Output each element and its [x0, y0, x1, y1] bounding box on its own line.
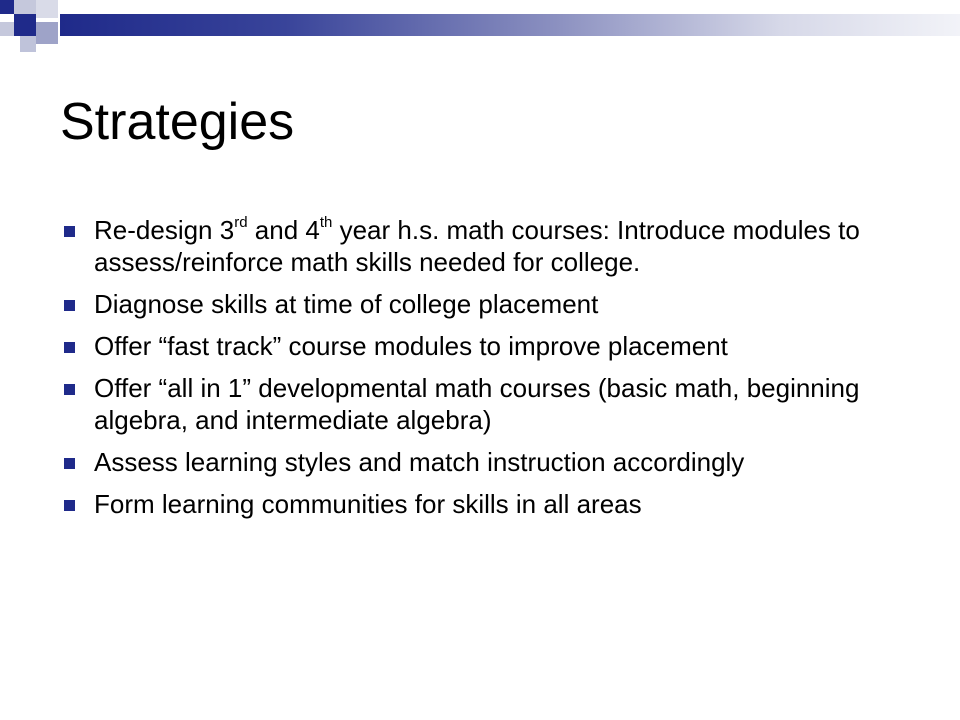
bullet-text: Re-design 3: [94, 215, 235, 245]
square-bullet-icon: [64, 500, 75, 511]
bullet-text: Offer “fast track” course modules to improve placement: [94, 331, 728, 361]
slide-title: Strategies: [60, 93, 295, 151]
square-bullet-icon: [64, 226, 75, 237]
decorative-square: [20, 36, 36, 52]
bullet-item: [60, 372, 900, 436]
bullet-item: [60, 446, 900, 478]
decorative-square: [36, 22, 58, 44]
square-bullet-icon: [64, 300, 75, 311]
square-bullet-icon: [64, 458, 75, 469]
bullet-text: Form learning communities for skills in all areas: [94, 489, 642, 519]
square-bullet-icon: [64, 384, 75, 395]
square-bullet-icon: [64, 342, 75, 353]
decorative-square: [14, 0, 36, 14]
bullet-text: and 4: [247, 215, 320, 245]
header-gradient-bar: [60, 14, 960, 36]
decorative-square: [0, 0, 14, 14]
bullet-item: [60, 214, 900, 278]
bullet-text: Assess learning styles and match instruction accordingly: [94, 447, 745, 477]
ordinal-suffix: rd: [234, 214, 248, 232]
bullet-text: year h.s. math courses: Introduce modules to assess/reinforce math skills needed for college.: [94, 215, 860, 277]
bullet-item: [60, 288, 900, 320]
ordinal-suffix: th: [319, 214, 333, 232]
bullet-text: Diagnose skills at time of college placement: [94, 289, 599, 319]
bullet-text: Offer “all in 1” developmental math courses (basic math, beginning algebra, and intermediate algebra): [94, 373, 860, 435]
decorative-square: [0, 22, 14, 36]
decorative-square: [36, 0, 58, 18]
decorative-square: [14, 14, 36, 36]
bullet-list: [60, 214, 900, 530]
bullet-item: [60, 330, 900, 362]
bullet-item: [60, 488, 900, 520]
